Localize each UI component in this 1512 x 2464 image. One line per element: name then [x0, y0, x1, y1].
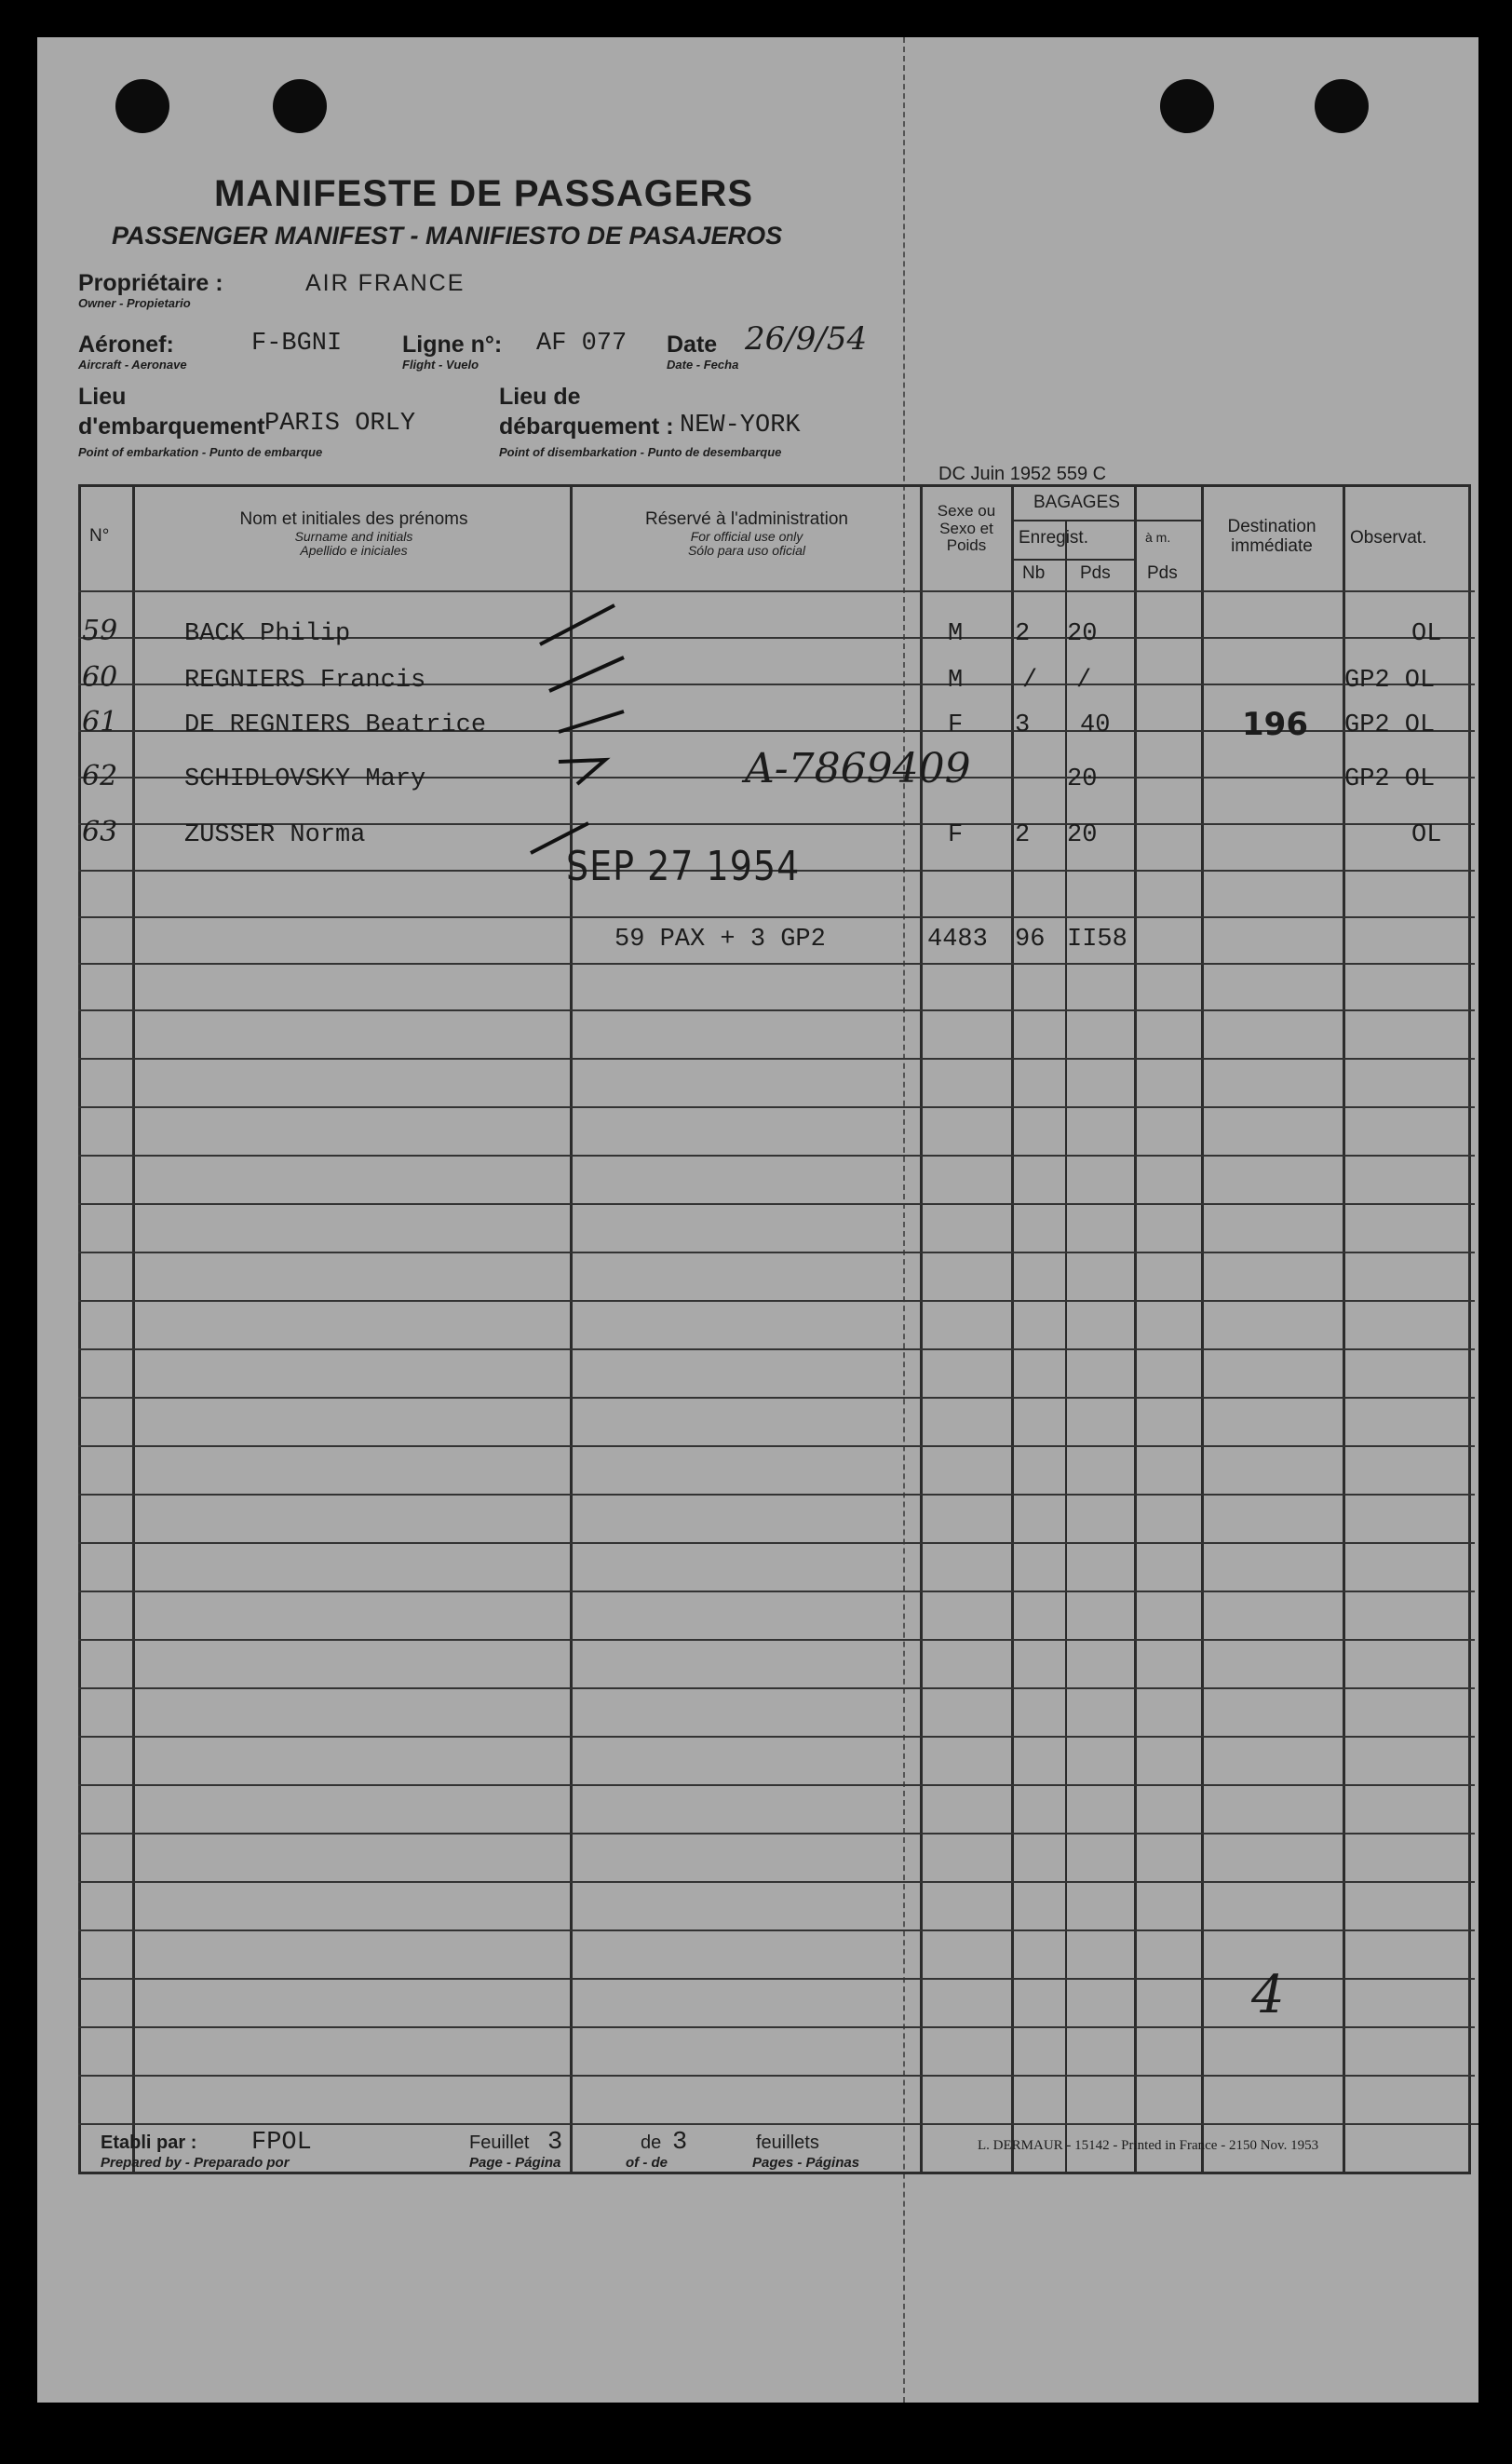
ruled-line — [78, 1929, 1475, 1931]
row-sex: M — [948, 620, 964, 648]
ruled-line — [78, 2075, 1475, 2077]
ruled-line — [78, 1687, 1475, 1689]
ruled-line — [78, 1203, 1475, 1205]
footer-divider — [931, 2123, 1478, 2125]
row-number: 61 — [82, 706, 118, 738]
row-nb: 2 — [1015, 620, 1031, 648]
disembark-label-2: débarquement : — [499, 413, 674, 440]
embark-label-2: d'embarquement — [78, 413, 265, 440]
col-header-extra-pds: Pds — [1147, 563, 1178, 583]
totals-nb: 96 — [1015, 926, 1046, 954]
ruled-line — [78, 1784, 1475, 1786]
line-value: AF 077 — [536, 330, 628, 358]
prepared-sub: Prepared by - Preparado por — [101, 2155, 290, 2171]
column-divider — [1134, 484, 1137, 2174]
col-header-reserved-sub1: For official use only — [690, 528, 803, 544]
ruled-line — [78, 1736, 1475, 1738]
row-observ: OL — [1411, 620, 1442, 648]
date-label: Date — [667, 332, 718, 358]
row-number: 62 — [82, 760, 118, 792]
ruled-line — [78, 1058, 1475, 1060]
totals-weight: 4483 — [927, 926, 988, 954]
row-nb: 2 — [1015, 821, 1031, 849]
col-header-reserved-sub2: Sólo para uso oficial — [687, 543, 806, 559]
ruled-line — [78, 1542, 1475, 1544]
row-observ: GP2 OL — [1344, 765, 1436, 793]
printer-imprint: L. DERMAUR - 15142 - Printed in France - 2150 Nov. 1953 — [978, 2138, 1319, 2153]
check-mark — [549, 657, 624, 691]
owner-value: AIR FRANCE — [305, 270, 466, 296]
punch-hole — [115, 79, 169, 133]
row-nb: / — [1022, 667, 1038, 695]
row-number: 59 — [82, 615, 118, 647]
aircraft-value: F-BGNI — [251, 330, 343, 358]
col-header-no: N° — [89, 526, 110, 546]
row-sex: M — [948, 667, 964, 695]
sheets-label: feuillets — [756, 2132, 819, 2153]
ruled-line — [78, 1155, 1475, 1157]
col-header-name-sub1: Surname and initials — [294, 528, 413, 544]
row-pds: / — [1076, 667, 1092, 695]
row-pds: 20 — [1067, 821, 1098, 849]
col-header-observ: Observat. — [1350, 528, 1427, 548]
receipt-date-stamp: SEP 27 1954 — [566, 842, 801, 890]
date-sub: Date - Fecha — [667, 358, 739, 372]
row-sex: F — [948, 711, 964, 739]
of-label: de — [641, 2132, 662, 2153]
col-header-name-sub2: Apellido e iniciales — [300, 543, 408, 559]
ruled-line — [78, 963, 1475, 965]
disembark-label-1: Lieu de — [499, 384, 581, 410]
col-header-sex: Sexe ou Sexo et Poids — [937, 502, 996, 555]
ruled-line — [78, 1833, 1475, 1834]
embark-label-1: Lieu — [78, 384, 127, 410]
row-pds: 40 — [1080, 711, 1111, 739]
row-sex: F — [948, 821, 964, 849]
row-number: 63 — [82, 816, 118, 848]
sheets-sub: Pages - Páginas — [752, 2155, 860, 2171]
totals-pds: II58 — [1067, 926, 1127, 954]
check-marks — [521, 587, 633, 866]
column-divider — [920, 484, 923, 2174]
row-observ: GP2 OL — [1344, 667, 1436, 695]
row-nb: 3 — [1015, 711, 1031, 739]
col-header-baggage: BAGAGES — [1033, 493, 1120, 512]
form-code: DC Juin 1952 559 C — [938, 464, 1107, 484]
punch-hole — [1315, 79, 1369, 133]
ruled-line — [78, 1639, 1475, 1641]
ruled-line — [78, 1252, 1475, 1253]
baggage-sub-rule — [1011, 559, 1134, 561]
disembark-sub: Point of disembarkation - Punto de desembarque — [499, 445, 782, 459]
ruled-line — [78, 1300, 1475, 1302]
line-sub: Flight - Vuelo — [402, 358, 479, 372]
row-name: DE REGNIERS Beatrice — [184, 711, 487, 739]
of-sub: of - de — [626, 2155, 668, 2171]
row-name: SCHIDLOVSKY Mary — [184, 765, 426, 793]
punch-hole — [273, 79, 327, 133]
ruled-line — [78, 1591, 1475, 1592]
disembark-value: NEW-YORK — [680, 412, 801, 440]
of-value: 3 — [672, 2129, 688, 2157]
row-name: REGNIERS Francis — [184, 667, 426, 695]
ruled-line — [78, 1397, 1475, 1399]
sheet-label: Feuillet — [469, 2132, 530, 2153]
row-name: ZUSSER Norma — [184, 821, 366, 849]
line-label: Ligne n°: — [402, 332, 503, 358]
corner-mark: 4 — [1251, 1965, 1285, 2025]
row-destination: 196 — [1242, 706, 1308, 743]
aircraft-label: Aéronef: — [78, 332, 174, 358]
row-observ: OL — [1411, 821, 1442, 849]
prepared-label: Etabli par : — [101, 2132, 197, 2153]
col-header-name — [186, 510, 521, 559]
baggage-header-rule — [1011, 520, 1201, 521]
prepared-value: FPOL — [251, 2129, 312, 2157]
embark-sub: Point of embarkation - Punto de embarque — [78, 445, 323, 459]
check-mark — [559, 711, 624, 732]
ruled-line — [78, 916, 1475, 918]
ruled-line — [78, 1009, 1475, 1011]
col-header-nb: Nb — [1022, 563, 1046, 583]
ruled-line — [78, 1494, 1475, 1496]
ruled-line — [78, 2026, 1475, 2028]
col-header-reserved-label: Réservé à l'administration — [645, 509, 848, 529]
column-divider — [1201, 484, 1204, 2174]
row-pds: 20 — [1067, 620, 1098, 648]
check-mark — [559, 760, 605, 784]
handwritten-alien-number: A-7869409 — [745, 745, 971, 792]
owner-sub: Owner - Propietario — [78, 296, 191, 310]
row-number: 60 — [82, 661, 118, 694]
punch-hole — [1160, 79, 1214, 133]
col-header-extra: à m. — [1145, 530, 1171, 545]
embark-value: PARIS ORLY — [264, 410, 416, 438]
row-pds: 20 — [1067, 765, 1098, 793]
sheet-sub: Page - Página — [469, 2155, 561, 2171]
col-header-checked: Enregist. — [1019, 528, 1088, 548]
ruled-line — [78, 1881, 1475, 1883]
col-header-destination: Destination immédiate — [1227, 517, 1316, 556]
col-header-name-label: Nom et initiales des prénoms — [239, 509, 468, 529]
ruled-line — [78, 590, 1475, 592]
column-divider — [132, 484, 135, 2174]
row-observ: GP2 OL — [1344, 711, 1436, 739]
ruled-line — [78, 1445, 1475, 1447]
ruled-line — [78, 1106, 1475, 1108]
col-header-reserved — [579, 510, 914, 559]
column-divider — [1011, 484, 1014, 2174]
row-name: BACK Philip — [184, 620, 351, 648]
sheet-value: 3 — [547, 2129, 563, 2157]
ruled-line — [78, 1348, 1475, 1350]
page-subtitle: PASSENGER MANIFEST - MANIFIESTO DE PASAJEROS — [112, 222, 783, 250]
aircraft-sub: Aircraft - Aeronave — [78, 358, 187, 372]
totals-text: 59 PAX + 3 GP2 — [614, 926, 826, 954]
page-title: MANIFESTE DE PASSAGERS — [214, 173, 754, 214]
check-mark — [540, 605, 614, 644]
date-value: 26/9/54 — [745, 320, 868, 358]
col-header-pds: Pds — [1080, 563, 1111, 583]
owner-label: Propriétaire : — [78, 270, 223, 296]
